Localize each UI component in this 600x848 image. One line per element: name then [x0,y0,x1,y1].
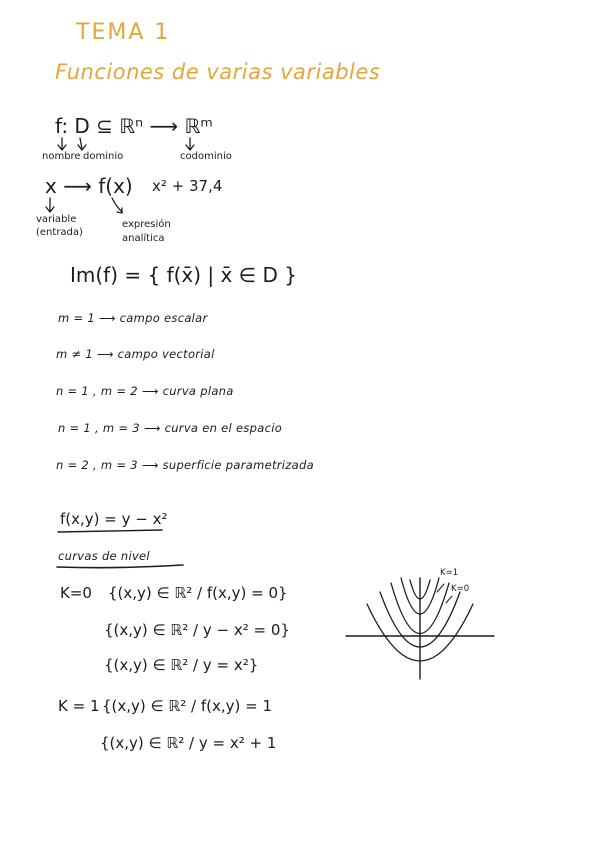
sketch-label-k0: K=0 [451,584,470,594]
expression-example: x² + 37,4 [152,177,223,195]
case-line: n = 1 , m = 2 ⟶ curva plana [56,384,234,398]
case-line: n = 1 , m = 3 ⟶ curva en el espacio [58,421,283,435]
k0-line: {(x,y) ∈ ℝ² / f(x,y) = 0} [108,584,288,602]
underline [57,565,183,568]
k0-line: {(x,y) ∈ ℝ² / y = x²} [104,656,259,674]
expression-formula: x ⟶ f(x) [45,174,133,198]
mapping-formula: f: D ⊆ ℝⁿ ⟶ ℝᵐ [55,114,213,138]
arrow-down-icon [186,138,194,150]
arrow-down-icon [112,198,122,213]
k1-label: K = 1 [58,697,100,715]
k0-line: {(x,y) ∈ ℝ² / y − x² = 0} [104,621,290,639]
label-name: nombre [42,151,81,162]
label-pointer [437,584,444,592]
k1-line: {(x,y) ∈ ℝ² / y = x² + 1 [100,734,277,752]
arrow-down-icon [46,198,54,212]
k1-line: {(x,y) ∈ ℝ² / f(x,y) = 1 [102,697,273,715]
label-pointer [446,596,452,603]
case-line: m ≠ 1 ⟶ campo vectorial [56,347,215,361]
example-function: f(x,y) = y − x² [60,510,168,528]
label-expression-2: analítica [122,233,165,244]
underline [58,530,162,532]
label-codomain: codominio [180,151,232,162]
label-variable-1: variable [36,214,77,225]
image-definition: Im(f) = { f(x̄) | x̄ ∈ D } [70,263,297,287]
case-line: m = 1 ⟶ campo escalar [58,311,208,325]
case-line: n = 2 , m = 3 ⟶ superficie parametrizada [56,458,314,472]
sketch-label-k1: K=1 [440,568,459,578]
label-expression-1: expresión [122,219,171,230]
label-variable-2: (entrada) [36,227,83,238]
label-domain: dominio [83,151,124,162]
k0-label: K=0 [60,584,92,602]
arrow-down-icon [58,138,66,150]
page-title: TEMA 1 [76,20,171,45]
level-curves-sketch [346,578,494,679]
arrow-down-icon [78,138,86,150]
page-subtitle: Funciones de varias variables [55,60,381,84]
level-curves-heading: curvas de nivel [58,549,150,563]
